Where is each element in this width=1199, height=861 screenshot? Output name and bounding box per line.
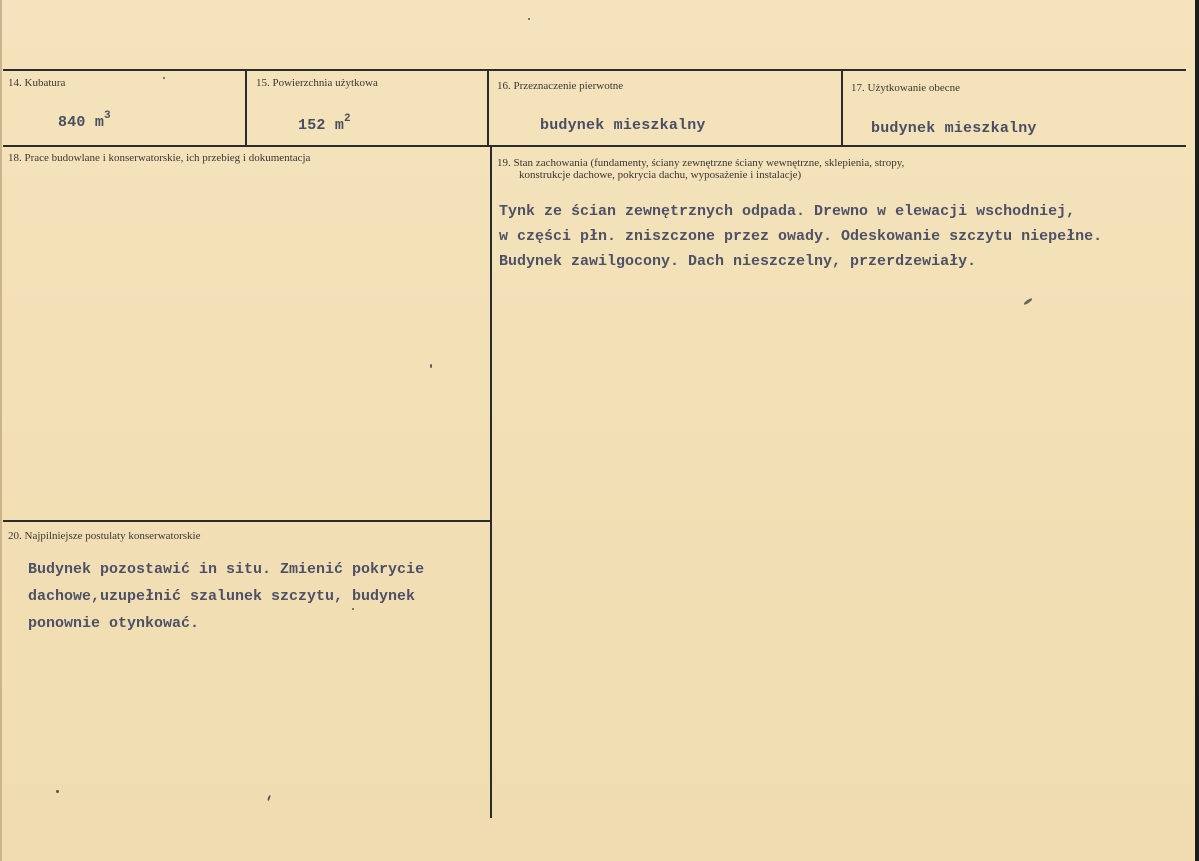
field-20-line: ponownie otynkować. [28,615,200,632]
paper-speck [56,790,59,793]
field-19-label-line2: konstrukcje dachowe, pokrycia dachu, wyposażenie i instalacje) [519,169,802,181]
field-19-line: Budynek zawilgocony. Dach nieszczelny, przerdzewiały. [499,253,977,270]
rule-top [3,69,1186,71]
field-15-unit: m [334,117,345,134]
field-20-line: dachowe,uzupełnić szalunek szczytu, budynek [28,588,416,605]
paper-speck [352,608,354,610]
rule-col-14-15 [245,70,247,146]
paper-speck [163,77,165,79]
paper-speck [267,795,271,801]
field-16-label: 16. Przeznaczenie pierwotne [497,80,624,92]
field-20-text [28,556,424,637]
field-14-unit: m [94,114,105,131]
field-17-label: 17. Użytkowanie obecne [851,82,961,94]
field-19-text [499,199,1102,274]
paper-speck [528,18,530,20]
rule-section20-top [3,520,491,522]
field-19-line: w części płn. zniszczone przez owady. Odeskowanie szczytu niepełne. [499,228,1103,245]
field-15-unit-exponent: 2 [344,113,351,125]
field-19-label-line1: 19. Stan zachowania (fundamenty, ściany zewnętrzne ściany wewnętrzne, sklepienia, stropy, [497,157,905,169]
field-14-unit-exponent: 3 [104,110,111,122]
field-20-line: Budynek pozostawić in situ. Zmienić pokrycie [28,561,425,578]
field-17-value: budynek mieszkalny [871,120,1037,137]
paper-speck [1023,297,1033,305]
field-18-label: 18. Prace budowlane i konserwatorskie, ich przebieg i dokumentacja [8,152,311,164]
field-14-value [58,112,111,131]
field-15-value [298,115,351,134]
card-right-edge [1195,0,1199,861]
card-left-edge [0,0,2,861]
field-20-label: 20. Najpilniejsze postulaty konserwatorskie [8,530,201,542]
rule-main-divider [490,146,492,818]
rule-row1-bottom [3,145,1186,147]
field-19-line: Tynk ze ścian zewnętrznych odpada. Drewno w elewacji wschodniej, [499,203,1076,220]
field-16-value: budynek mieszkalny [540,117,706,134]
rule-col-15-16 [487,70,489,146]
field-15-label: 15. Powierzchnia użytkowa [256,77,378,89]
field-15-number: 152 [298,117,326,134]
paper-speck [430,364,432,368]
field-14-label: 14. Kubatura [8,77,66,89]
rule-col-16-17 [841,70,843,146]
field-14-number: 840 [58,114,86,131]
